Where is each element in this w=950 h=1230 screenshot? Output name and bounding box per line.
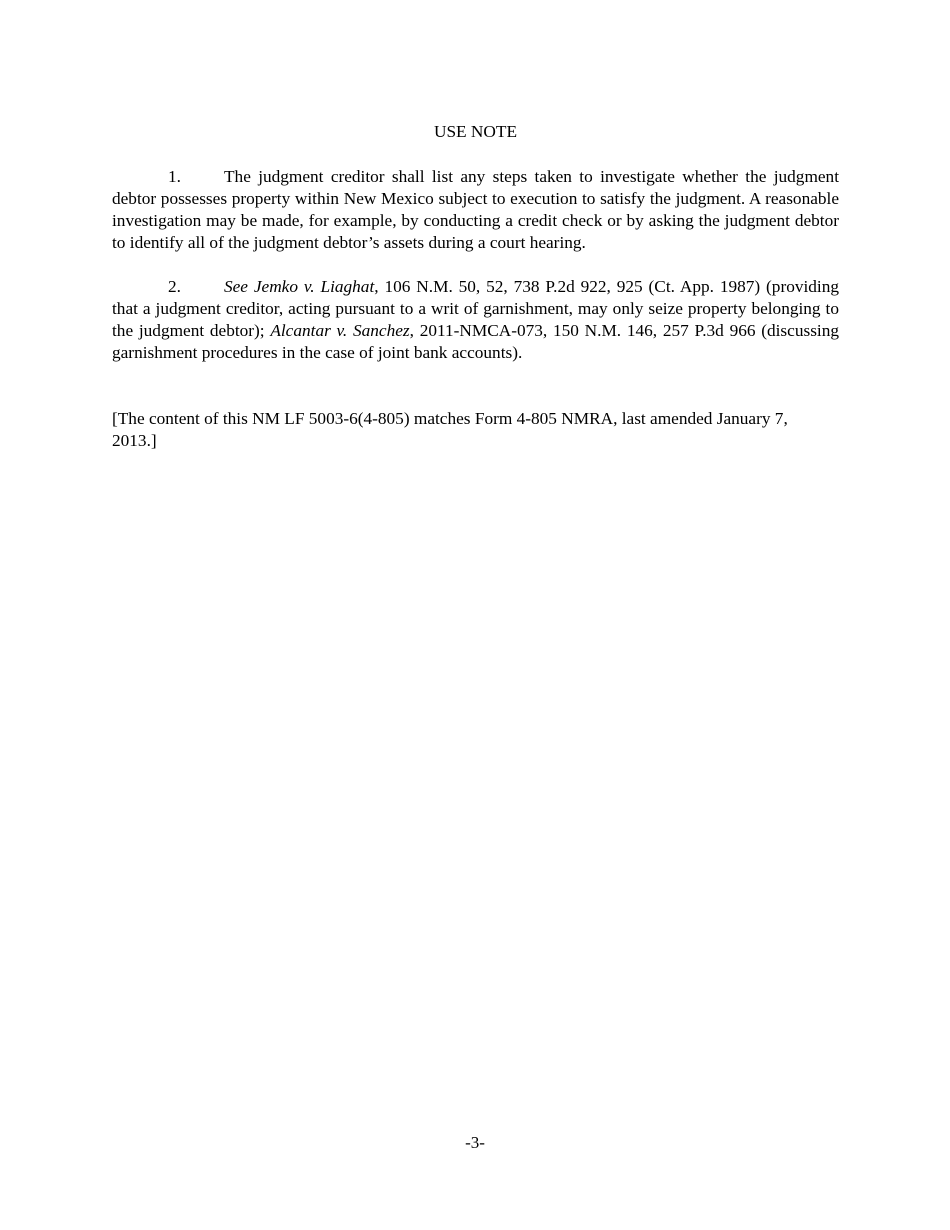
use-note-2-number: 2.: [168, 277, 181, 296]
case-citation-alcantar: Alcantar v. Sanchez: [270, 321, 410, 340]
use-note-2-text-a: , 106 N.M. 50, 52, 738 P.2d 922, 925 (Ct. App. 1987) (providing that a judgment creditor, acting pursuant to a writ of garnishment, may only seize property belonging to the judgment debtor);: [112, 277, 840, 340]
use-note-1-number: 1.: [168, 167, 181, 186]
use-note-1: [112, 166, 839, 254]
case-citation-jemko: See Jemko v. Liaghat: [224, 277, 375, 296]
source-note: [The content of this NM LF 5003-6(4-805) matches Form 4-805 NMRA, last amended January 7, 2013.]: [112, 409, 788, 450]
use-note-heading: USE NOTE: [433, 122, 518, 141]
use-note-2-text-b: , 2011-NMCA-073, 150 N.M. 146, 257 P.3d 966 (discussing garnishment procedures in the case of joint bank accounts).: [112, 321, 839, 362]
use-note-2: [112, 276, 839, 364]
use-note-1-text: The judgment creditor shall list any steps taken to investigate whether the judgment debtor possesses property within New Mexico subject to execution to satisfy the judgment. A reasonable investigation may be made, for example, by conducting a credit check or by asking the judgment debtor to identify all of the judgment debtor’s assets during a court hearing.: [112, 167, 839, 252]
page-number: -3-: [465, 1133, 485, 1152]
page-content: [112, 121, 839, 452]
